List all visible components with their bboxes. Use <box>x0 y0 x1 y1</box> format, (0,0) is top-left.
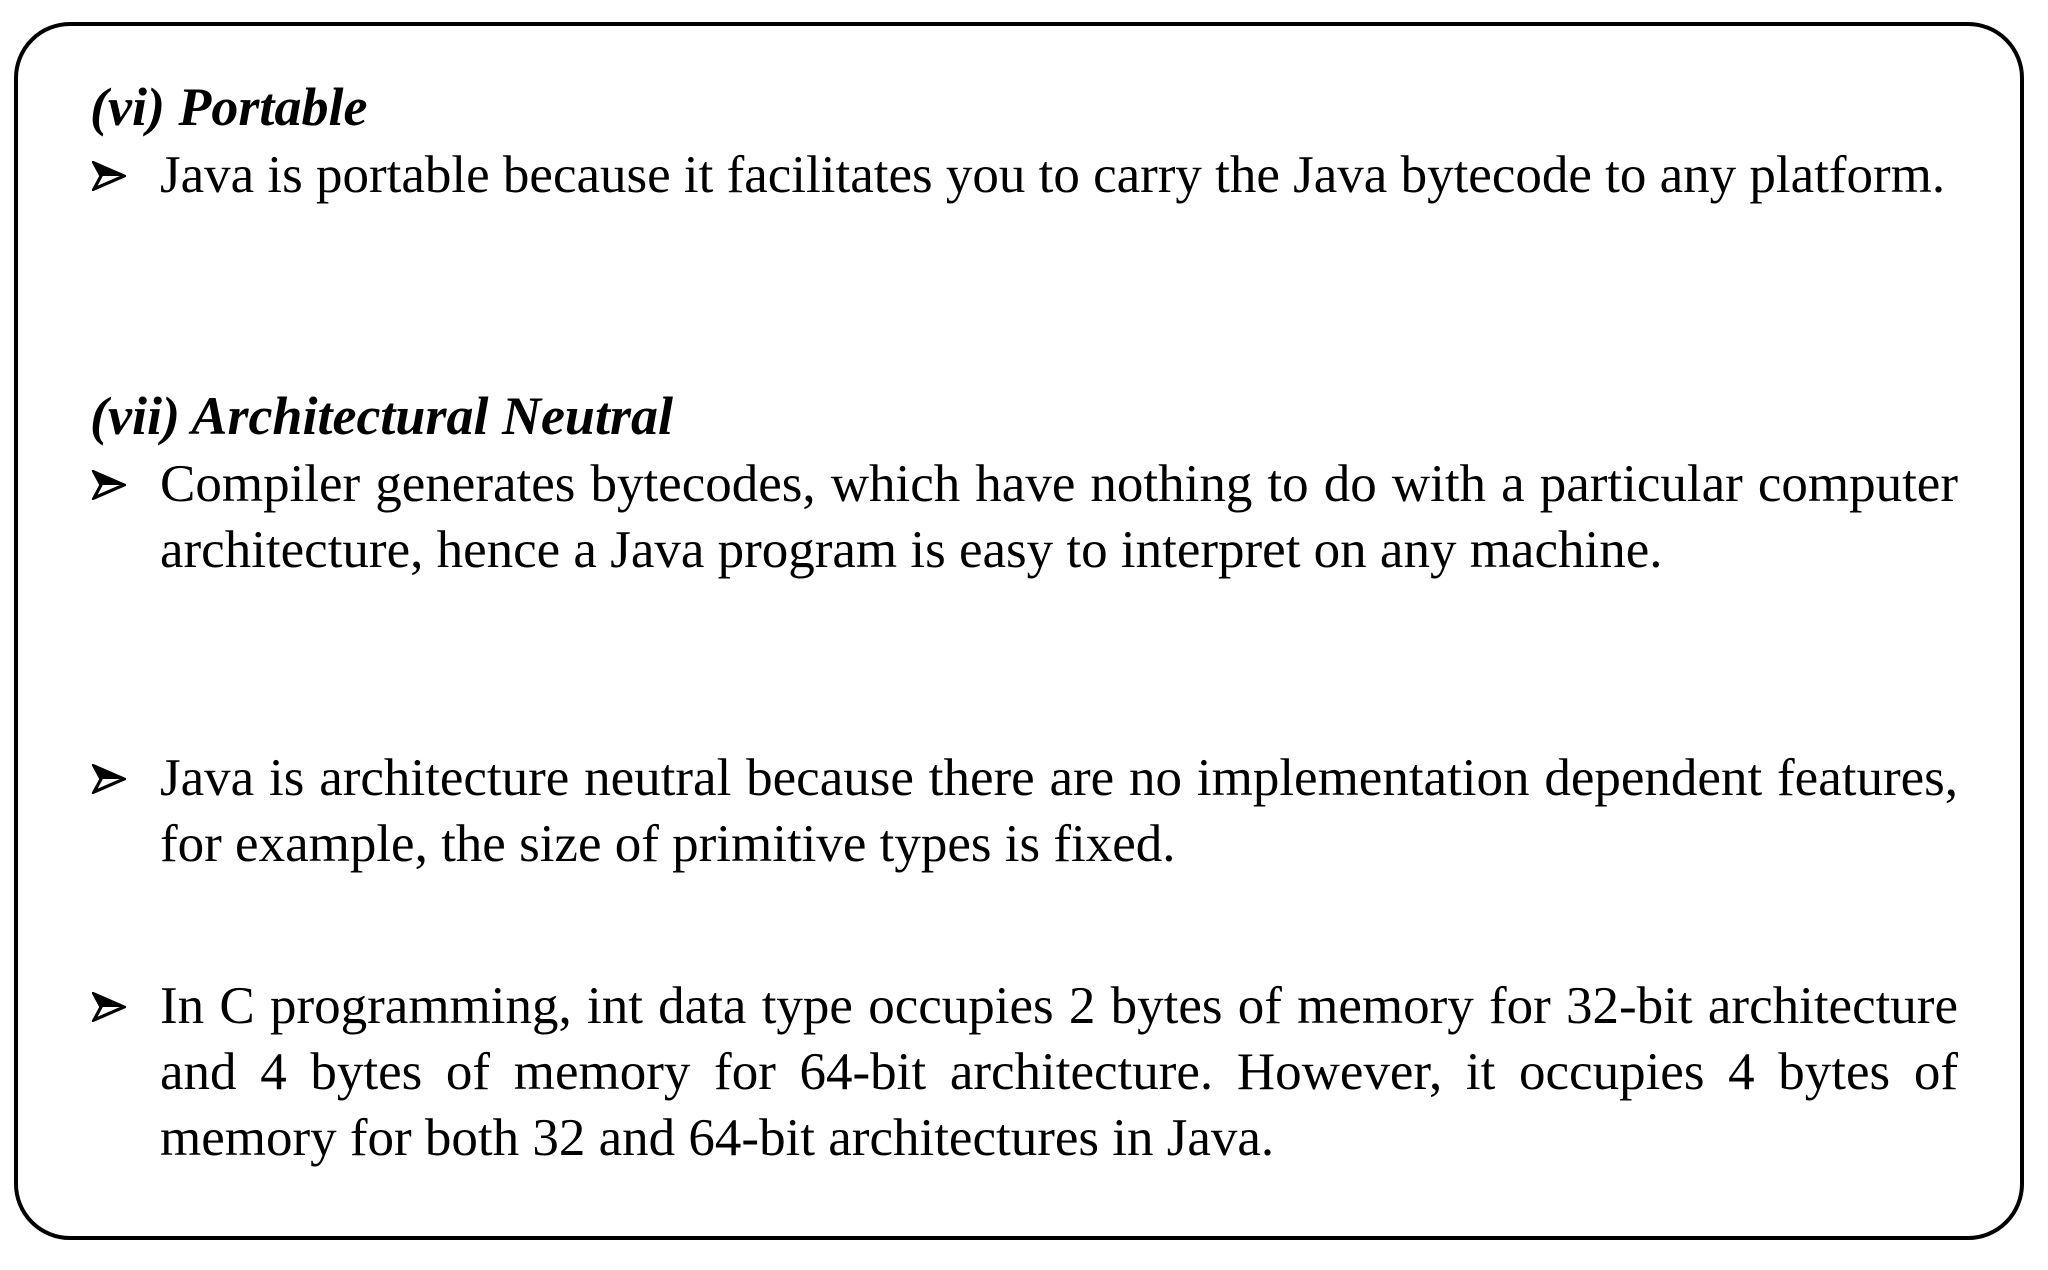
arrowhead-bullet-icon <box>92 451 132 517</box>
bullet-text: Compiler generates bytecodes, which have nothing to do with a particular computer architecture, hence a Java program is easy to interpret on any machine. <box>160 455 1958 579</box>
bullet-item-portable <box>90 142 1958 208</box>
section-heading-architectural-neutral: (vii) Architectural Neutral <box>90 386 673 446</box>
arrowhead-bullet-icon <box>92 745 132 811</box>
bullet-text: Java is architecture neutral because there are no implementation dependent features, for example, the size of primitive types is fixed. <box>160 749 1958 873</box>
bullet-item-c-programming <box>90 973 1958 1171</box>
arrowhead-bullet-icon <box>92 973 132 1039</box>
bullet-item-neutral <box>90 745 1958 877</box>
bullet-text: Java is portable because it facilitates you to carry the Java bytecode to any platform. <box>160 146 1946 204</box>
section-architectural-neutral <box>90 383 1958 449</box>
section-portable <box>90 74 1958 140</box>
section-heading-portable: (vi) Portable <box>90 77 368 137</box>
arrowhead-bullet-icon <box>92 142 132 208</box>
bullet-text: In C programming, int data type occupies 2 bytes of memory for 32-bit architecture and 4 bytes of memory for 64-bit architecture. However, it occupies 4 bytes of memory for both 32 and 64-bit architectures in Java. <box>160 977 1958 1167</box>
bullet-item-compiler <box>90 451 1958 583</box>
